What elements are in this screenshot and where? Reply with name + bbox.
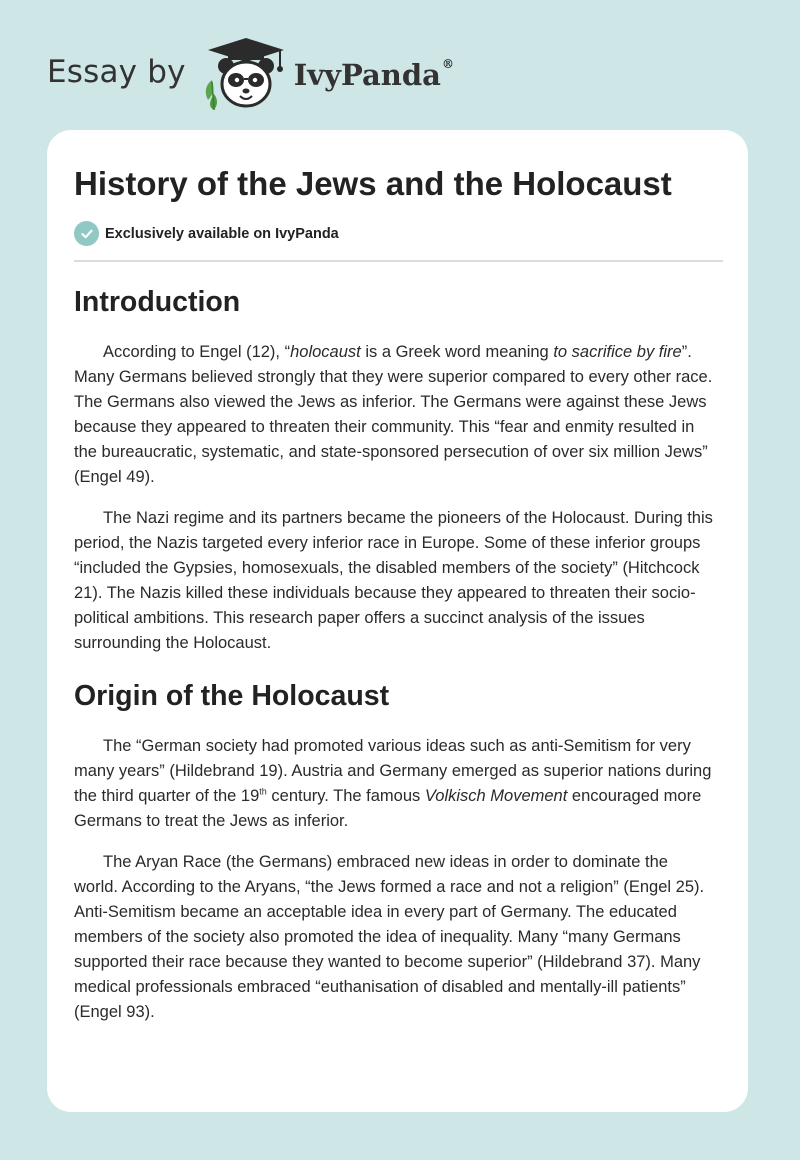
text-line: Germans to treat the Jews as inferior. [74, 812, 349, 830]
site-header [47, 36, 454, 112]
paragraph [74, 506, 723, 656]
exclusive-badge [74, 221, 723, 246]
text-line: members of the society also promoted the idea of inequality. Many “many Germans [74, 928, 681, 946]
text-line: The Germans also viewed the Jews as inferior. The Germans were against these Jews [74, 393, 707, 411]
text-line: The Nazi regime and its partners became the pioneers of the Holocaust. During this [103, 509, 713, 527]
text-line: Anti-Semitism became an acceptable idea in every part of Germany. The educated [74, 903, 677, 921]
text-line: (Engel 93). [74, 1003, 155, 1021]
text-line: surrounding the Holocaust. [74, 634, 272, 652]
divider [74, 260, 723, 262]
panda-graduate-logo-icon[interactable] [200, 36, 292, 112]
badge-text: Exclusively available on IvyPanda [105, 225, 339, 242]
text-line: world. According to the Aryans, “the Jews formed a race and not a religion” (Engel 25). [74, 878, 705, 896]
paragraph [74, 340, 723, 490]
essay-content [74, 164, 723, 1025]
brand-text: IvyPanda [293, 58, 441, 92]
text-line: The “German society had promoted various ideas such as anti-Semitism for very [103, 737, 691, 755]
text-line: political ambitions. This research paper offers a succinct analysis of the issues [74, 609, 645, 627]
essay-by-label: Essay by [47, 54, 186, 90]
text-line: supported their race because they wanted to become superior” (Hildebrand 37). Many [74, 953, 701, 971]
page-title: History of the Jews and the Holocaust [74, 165, 672, 202]
text-line: 21). The Nazis killed these individuals because they appeared to threaten their socio- [74, 584, 696, 602]
text-line: the third quarter of the 19th century. The famous Volkisch Movement encouraged more [74, 786, 702, 805]
text-line: (Engel 49). [74, 468, 155, 486]
section-heading-introduction: Introduction [74, 286, 241, 318]
registered-mark: ® [441, 57, 454, 72]
text-line: medical professionals embraced “euthanisation of disabled and mentally-ill patients” [74, 978, 686, 996]
text-line: According to Engel (12), “holocaust is a Greek word meaning to sacrifice by fire”. [103, 343, 692, 361]
text-line: “included the Gypsies, homosexuals, the disabled members of the society” (Hitchcock [74, 559, 700, 577]
check-icon [74, 221, 99, 246]
essay-card [47, 130, 748, 1112]
text-line: The Aryan Race (the Germans) embraced new ideas in order to dominate the [103, 853, 668, 871]
text-line: the bureaucratic, systematic, and state-sponsored persecution of over six million Jews” [74, 443, 708, 461]
text-line: Many Germans believed strongly that they were superior compared to every other race. [74, 368, 713, 386]
text-line: period, the Nazis targeted every inferior race in Europe. Some of these inferior groups [74, 534, 701, 552]
section-heading-origin: Origin of the Holocaust [74, 680, 390, 712]
paragraph [74, 850, 723, 1025]
paragraph [74, 734, 723, 834]
text-line: because they appeared to threaten their community. This “fear and enmity resulted in [74, 418, 695, 436]
brand-name[interactable] [294, 58, 454, 92]
text-line: many years” (Hildebrand 19). Austria and Germany emerged as superior nations during [74, 762, 712, 780]
